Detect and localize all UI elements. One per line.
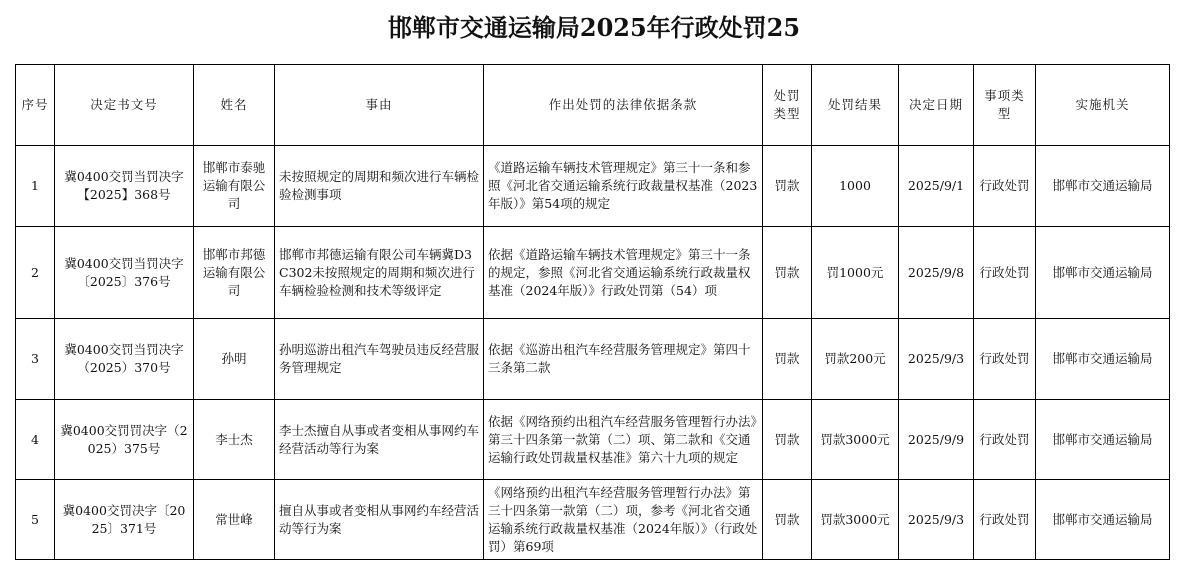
cell-penalty-type: 罚款 bbox=[763, 400, 812, 480]
cell-item-type: 行政处罚 bbox=[974, 480, 1036, 560]
header-name: 姓名 bbox=[194, 65, 275, 146]
cell-penalty-type: 罚款 bbox=[763, 480, 812, 560]
cell-penalty-result: 罚款3000元 bbox=[812, 480, 899, 560]
cell-doc-no: 冀0400交罚当罚决字（2025）370号 bbox=[55, 319, 194, 400]
cell-item-type: 行政处罚 bbox=[974, 400, 1036, 480]
cell-name: 邯郸市泰驰运输有限公司 bbox=[194, 146, 275, 227]
cell-doc-no: 冀0400交罚当罚决字【2025】368号 bbox=[55, 146, 194, 227]
penalty-table bbox=[15, 64, 1170, 560]
cell-basis: 依据《网络预约出租汽车经营服务管理暂行办法》第三十四条第一款第（二）项、第二款和《交通运输行政处罚裁量权基准》第六十九项的规定 bbox=[484, 400, 763, 480]
cell-doc-no: 冀0400交罚当罚决字〔2025〕376号 bbox=[55, 227, 194, 319]
page-title: 邯郸市交通运输局2025年行政处罚25 bbox=[387, 13, 801, 42]
cell-authority: 邯郸市交通运输局 bbox=[1036, 146, 1170, 227]
header-item-type: 事项类型 bbox=[974, 65, 1036, 146]
cell-name: 李士杰 bbox=[194, 400, 275, 480]
cell-date: 2025/9/9 bbox=[899, 400, 974, 480]
cell-date: 2025/9/3 bbox=[899, 480, 974, 560]
table-row bbox=[16, 146, 1170, 227]
header-matter: 事由 bbox=[275, 65, 484, 146]
cell-doc-no: 冀0400交罚罚决字（2025）375号 bbox=[55, 400, 194, 480]
cell-seq: 5 bbox=[16, 480, 55, 560]
header-seq: 序号 bbox=[16, 65, 55, 146]
header-date: 决定日期 bbox=[899, 65, 974, 146]
cell-penalty-result: 罚款3000元 bbox=[812, 400, 899, 480]
cell-authority: 邯郸市交通运输局 bbox=[1036, 480, 1170, 560]
cell-item-type: 行政处罚 bbox=[974, 319, 1036, 400]
header-authority: 实施机关 bbox=[1036, 65, 1170, 146]
cell-name: 邯郸市邦德运输有限公司 bbox=[194, 227, 275, 319]
table-row bbox=[16, 227, 1170, 319]
cell-authority: 邯郸市交通运输局 bbox=[1036, 400, 1170, 480]
cell-matter: 孙明巡游出租汽车驾驶员违反经营服务管理规定 bbox=[275, 319, 484, 400]
cell-basis: 《网络预约出租汽车经营服务管理暂行办法》第三十四条第一款第（二）项，参考《河北省交通运输系统行政裁量权基准（2024年版）》（行政处罚）第69项 bbox=[484, 480, 763, 560]
table-row bbox=[16, 319, 1170, 400]
cell-date: 2025/9/8 bbox=[899, 227, 974, 319]
table-row bbox=[16, 480, 1170, 560]
header-doc-no: 决定书文号 bbox=[55, 65, 194, 146]
cell-date: 2025/9/3 bbox=[899, 319, 974, 400]
cell-seq: 2 bbox=[16, 227, 55, 319]
cell-matter: 李士杰擅自从事或者变相从事网约车经营活动等行为案 bbox=[275, 400, 484, 480]
cell-doc-no: 冀0400交罚决字〔2025〕371号 bbox=[55, 480, 194, 560]
table-row bbox=[16, 400, 1170, 480]
cell-matter: 未按照规定的周期和频次进行车辆检验检测事项 bbox=[275, 146, 484, 227]
cell-item-type: 行政处罚 bbox=[974, 146, 1036, 227]
cell-penalty-result: 罚款200元 bbox=[812, 319, 899, 400]
cell-authority: 邯郸市交通运输局 bbox=[1036, 319, 1170, 400]
cell-basis: 依据《巡游出租汽车经营服务管理规定》第四十三条第二款 bbox=[484, 319, 763, 400]
cell-penalty-type: 罚款 bbox=[763, 319, 812, 400]
cell-seq: 3 bbox=[16, 319, 55, 400]
cell-penalty-type: 罚款 bbox=[763, 227, 812, 319]
cell-basis: 《道路运输车辆技术管理规定》第三十一条和参照《河北省交通运输系统行政裁量权基准（2023年版）》第54项的规定 bbox=[484, 146, 763, 227]
header-basis: 作出处罚的法律依据条款 bbox=[484, 65, 763, 146]
header-penalty-result: 处罚结果 bbox=[812, 65, 899, 146]
cell-penalty-result: 罚1000元 bbox=[812, 227, 899, 319]
cell-name: 常世峰 bbox=[194, 480, 275, 560]
cell-matter: 邯郸市邦德运输有限公司车辆冀D3C302未按照规定的周期和频次进行车辆检验检测和技术等级评定 bbox=[275, 227, 484, 319]
header-penalty-type: 处罚类型 bbox=[763, 65, 812, 146]
cell-penalty-result: 1000 bbox=[812, 146, 899, 227]
cell-seq: 4 bbox=[16, 400, 55, 480]
cell-basis: 依据《道路运输车辆技术管理规定》第三十一条的规定，参照《河北省交通运输系统行政裁量权基准（2024年版）》行政处罚第（54）项 bbox=[484, 227, 763, 319]
cell-matter: 擅自从事或者变相从事网约车经营活动等行为案 bbox=[275, 480, 484, 560]
cell-seq: 1 bbox=[16, 146, 55, 227]
cell-penalty-type: 罚款 bbox=[763, 146, 812, 227]
cell-date: 2025/9/1 bbox=[899, 146, 974, 227]
table-header-row bbox=[16, 65, 1170, 146]
cell-item-type: 行政处罚 bbox=[974, 227, 1036, 319]
cell-name: 孙明 bbox=[194, 319, 275, 400]
cell-authority: 邯郸市交通运输局 bbox=[1036, 227, 1170, 319]
